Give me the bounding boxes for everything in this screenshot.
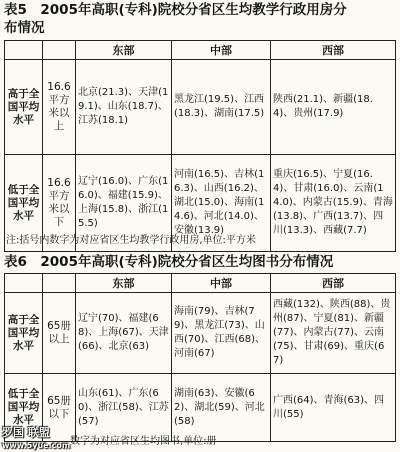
- threshold-label: 16.6平方米以下: [43, 155, 76, 252]
- west-cell: 西藏(132)、陕西(88)、贵州(87)、宁夏(81)、新疆(77)、内蒙古(77)、云南(75)、甘肃(69)、重庆(67): [271, 293, 396, 374]
- table5-title: 表5 2005年高职(专科)院校分省区生均教学行政用房分: [4, 2, 347, 18]
- level-label: 低于全国平均水平: [5, 374, 43, 442]
- table5: [4, 40, 396, 252]
- header-east: 东部: [76, 274, 172, 293]
- header-blank: [5, 274, 43, 293]
- east-cell: 北京(21.3)、天津(19.1)、山东(18.7)、江苏(18.1): [76, 60, 172, 155]
- header-east: 东部: [76, 41, 172, 60]
- header-blank: [5, 41, 43, 60]
- table6-title: 表6 2005年高职(专科)院校分省区生均图书分布情况: [4, 254, 334, 270]
- table-row: [5, 60, 396, 155]
- level-label: 高于全国平均水平: [5, 60, 43, 155]
- site-watermark: [2, 426, 70, 452]
- east-cell: 山东(61)、广东(60)、浙江(58)、江苏(57): [76, 374, 172, 442]
- table5-title-cont: 布情况: [4, 20, 45, 36]
- west-cell: 陕西(21.1)、新疆(18.4)、贵州(17.9): [271, 60, 396, 155]
- west-cell: 重庆(16.5)、宁夏(16.4)、甘肃(16.0)、云南(14.0)、内蒙古(15.9)、青海(13.8)、广西(13.7)、四川(13.3)、西藏(7.7): [271, 155, 396, 252]
- table6-note: 数字为对应省区生均图书,单位:册: [70, 436, 217, 447]
- table6-header-row: [5, 274, 396, 293]
- east-cell: 辽宁(70)、福建(68)、上海(67)、天津(66)、北京(63): [76, 293, 172, 374]
- watermark-text: 罗国 联盟: [2, 426, 50, 439]
- header-west: 西部: [271, 274, 396, 293]
- central-cell: 湖南(63)、安徽(62)、湖北(59)、河北(58): [172, 374, 271, 442]
- threshold-label: 65册以下: [43, 374, 76, 442]
- header-blank: [43, 41, 76, 60]
- threshold-label: 65册以上: [43, 293, 76, 374]
- table5-header-row: [5, 41, 396, 60]
- central-cell: 海南(79)、吉林(79)、黑龙江(73)、山西(70)、江西(68)、河南(67): [172, 293, 271, 374]
- west-cell: 广西(64)、青海(63)、四川(55): [271, 374, 396, 442]
- header-west: 西部: [271, 41, 396, 60]
- table6: [4, 273, 396, 442]
- east-cell: 辽宁(16.0)、广东(16.0)、福建(15.9)、上海(15.8)、浙江(15.5): [76, 155, 172, 252]
- level-label: 高于全国平均水平: [5, 293, 43, 374]
- header-central: 中部: [172, 274, 271, 293]
- central-cell: 河南(16.5)、吉林(16.3)、山西(16.2)、湖北(15.0)、海南(14.6)、河北(14.0)、安徽(13.9): [172, 155, 271, 252]
- header-blank: [43, 274, 76, 293]
- header-central: 中部: [172, 41, 271, 60]
- threshold-label: 16.6平方米以上: [43, 60, 76, 155]
- table-row: [5, 293, 396, 374]
- level-label: 低于全国平均水平: [5, 155, 43, 252]
- table5-note: 注:括号内数字为对应省区生均教学行政用房,单位:平方米: [6, 235, 256, 246]
- watermark-url: www.5yue.com: [2, 441, 71, 450]
- central-cell: 黑龙江(19.5)、江西(18.3)、湖南(17.5): [172, 60, 271, 155]
